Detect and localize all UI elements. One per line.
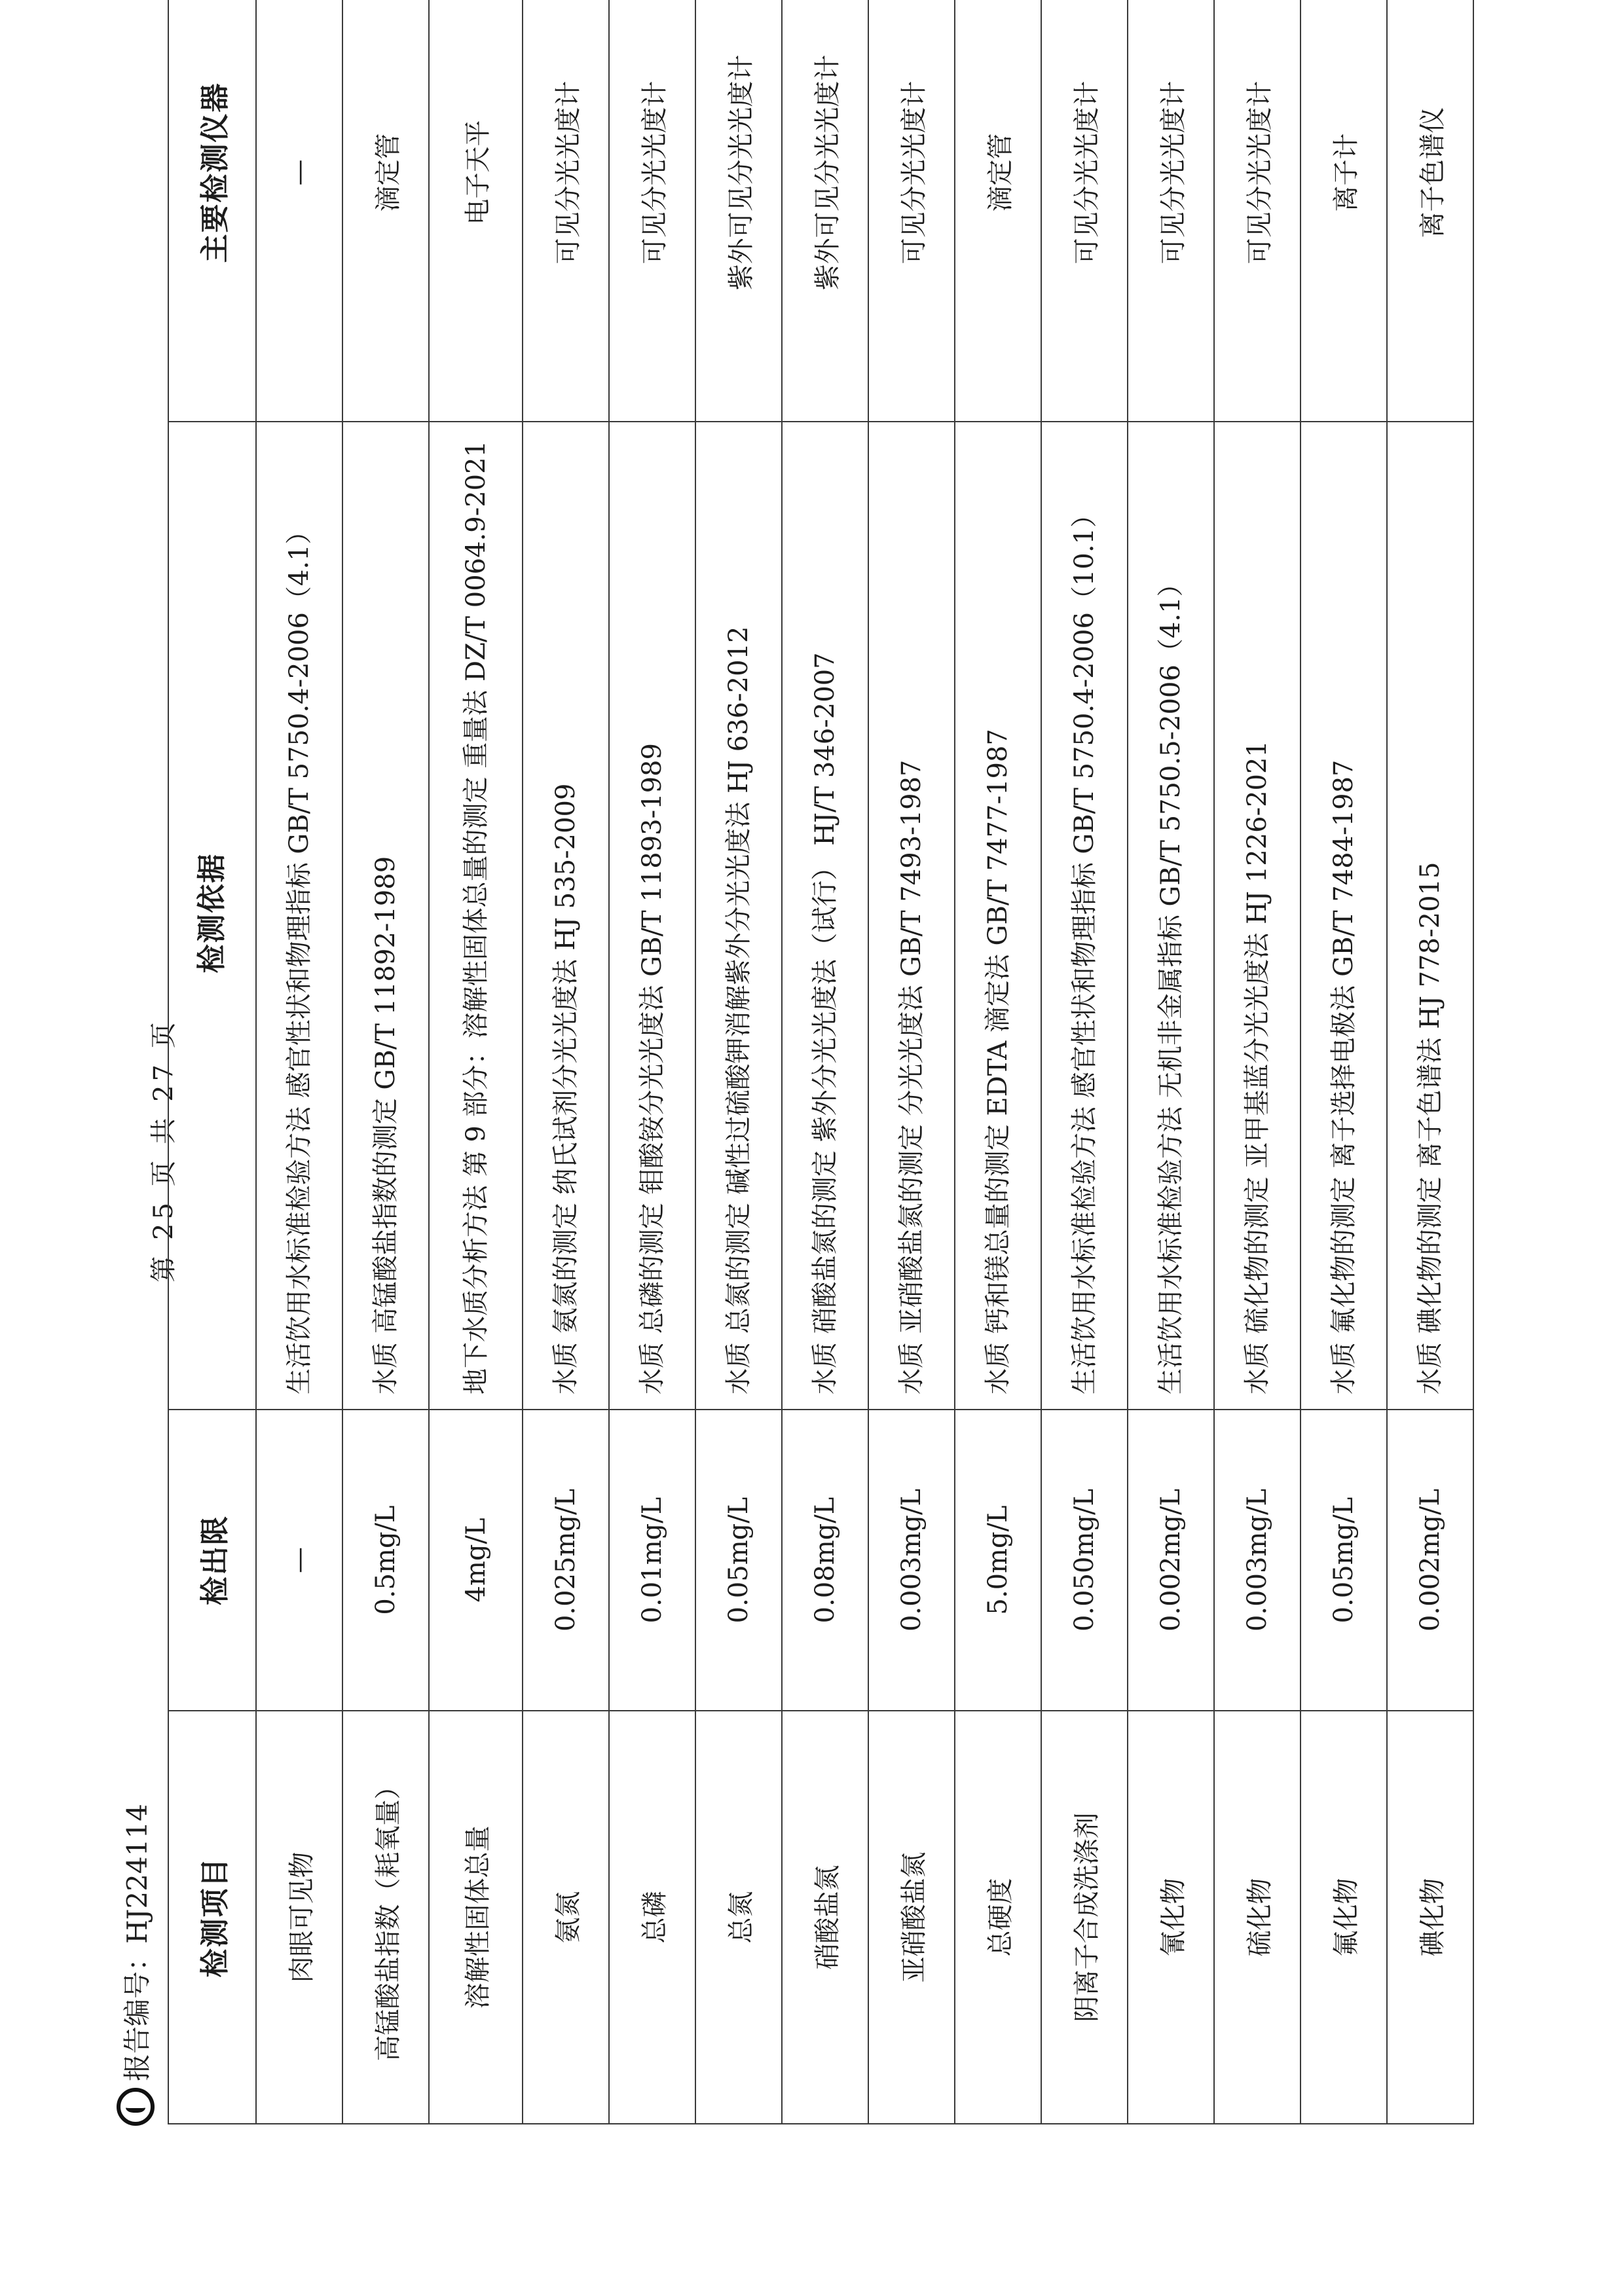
cell-detection-limit: 0.002mg/L [1387,1410,1473,1711]
cell-test-basis: 生活饮用水标准检验方法 感官性状和物理指标 GB/T 5750.4-2006（4.1） [256,422,342,1410]
report-number: 报告编号：HJ224114 [121,1804,153,2081]
table-row [1387,0,1473,2124]
table-row [868,0,955,2124]
table-header-row [168,0,256,2124]
cell-detection-limit: 4mg/L [429,1410,523,1711]
column-header-limit: 检出限 [168,1410,256,1711]
table-row [256,0,342,2124]
cell-detection-limit: 0.08mg/L [782,1410,868,1711]
table-row [955,0,1041,2124]
cell-instrument: 离子色谱仪 [1387,0,1473,422]
cell-test-item: 总硬度 [955,1711,1041,2124]
cell-test-basis: 水质 硝酸盐氮的测定 紫外分光光度法（试行） HJ/T 346-2007 [782,422,868,1410]
cell-detection-limit: 0.01mg/L [609,1410,695,1711]
cell-test-item: 总磷 [609,1711,695,2124]
table-row [523,0,609,2124]
test-method-table [168,0,1474,2124]
company-logo-icon [117,2088,155,2126]
cell-detection-limit: 0.003mg/L [868,1410,955,1711]
column-header-basis: 检测依据 [168,422,256,1410]
table-row [1301,0,1387,2124]
table-row [782,0,868,2124]
cell-test-item: 硝酸盐氮 [782,1711,868,2124]
table-row [429,0,523,2124]
cell-detection-limit: 0.003mg/L [1214,1410,1301,1711]
cell-test-basis: 水质 氨氮的测定 纳氏试剂分光光度法 HJ 535-2009 [523,422,609,1410]
table-row [1041,0,1128,2124]
table-body [256,0,1473,2124]
cell-test-item: 总氮 [695,1711,782,2124]
cell-instrument: 滴定管 [342,0,429,422]
cell-test-basis: 水质 硫化物的测定 亚甲基蓝分光光度法 HJ 1226-2021 [1214,422,1301,1410]
cell-test-item: 氰化物 [1128,1711,1214,2124]
cell-test-basis: 水质 碘化物的测定 离子色谱法 HJ 778-2015 [1387,422,1473,1410]
column-header-item: 检测项目 [168,1711,256,2124]
cell-instrument: 滴定管 [955,0,1041,422]
cell-test-basis: 水质 总氮的测定 碱性过硫酸钾消解紫外分光光度法 HJ 636-2012 [695,422,782,1410]
cell-test-item: 溶解性固体总量 [429,1711,523,2124]
cell-test-item: 硫化物 [1214,1711,1301,2124]
cell-test-basis: 水质 氟化物的测定 离子选择电极法 GB/T 7484-1987 [1301,422,1387,1410]
cell-instrument: 可见分光光度计 [868,0,955,422]
page-number: 第 25 页 共 27 页 [149,1018,179,1283]
report-header [106,1804,165,2126]
cell-instrument: 可见分光光度计 [523,0,609,422]
cell-test-item: 高锰酸盐指数（耗氧量） [342,1711,429,2124]
cell-detection-limit: 0.025mg/L [523,1410,609,1711]
cell-detection-limit: — [256,1410,342,1711]
table-row [1128,0,1214,2124]
table-row [695,0,782,2124]
cell-test-basis: 地下水质分析方法 第 9 部分：溶解性固体总量的测定 重量法 DZ/T 0064.9-2021 [429,422,523,1410]
cell-test-item: 碘化物 [1387,1711,1473,2124]
cell-test-basis: 生活饮用水标准检验方法 无机非金属指标 GB/T 5750.5-2006（4.1） [1128,422,1214,1410]
cell-test-basis: 水质 亚硝酸盐氮的测定 分光光度法 GB/T 7493-1987 [868,422,955,1410]
table-row [609,0,695,2124]
cell-detection-limit: 5.0mg/L [955,1410,1041,1711]
cell-instrument: 电子天平 [429,0,523,422]
cell-instrument: 可见分光光度计 [1214,0,1301,422]
cell-detection-limit: 0.05mg/L [695,1410,782,1711]
cell-detection-limit: 0.002mg/L [1128,1410,1214,1711]
cell-instrument: 离子计 [1301,0,1387,422]
cell-test-basis: 水质 高锰酸盐指数的测定 GB/T 11892-1989 [342,422,429,1410]
cell-instrument: 紫外可见分光光度计 [695,0,782,422]
cell-test-item: 氟化物 [1301,1711,1387,2124]
cell-test-basis: 水质 总磷的测定 钼酸铵分光光度法 GB/T 11893-1989 [609,422,695,1410]
cell-instrument: 可见分光光度计 [1041,0,1128,422]
cell-test-item: 肉眼可见物 [256,1711,342,2124]
cell-test-basis: 水质 钙和镁总量的测定 EDTA 滴定法 GB/T 7477-1987 [955,422,1041,1410]
cell-test-item: 亚硝酸盐氮 [868,1711,955,2124]
cell-detection-limit: 0.050mg/L [1041,1410,1128,1711]
table-row [342,0,429,2124]
table-row [1214,0,1301,2124]
column-header-instrument: 主要检测仪器 [168,0,256,422]
cell-detection-limit: 0.5mg/L [342,1410,429,1711]
cell-detection-limit: 0.05mg/L [1301,1410,1387,1711]
cell-instrument: 可见分光光度计 [609,0,695,422]
cell-test-item: 阴离子合成洗涤剂 [1041,1711,1128,2124]
cell-test-item: 氨氮 [523,1711,609,2124]
cell-instrument: 紫外可见分光光度计 [782,0,868,422]
cell-instrument: — [256,0,342,422]
cell-instrument: 可见分光光度计 [1128,0,1214,422]
cell-test-basis: 生活饮用水标准检验方法 感官性状和物理指标 GB/T 5750.4-2006（10.1） [1041,422,1128,1410]
